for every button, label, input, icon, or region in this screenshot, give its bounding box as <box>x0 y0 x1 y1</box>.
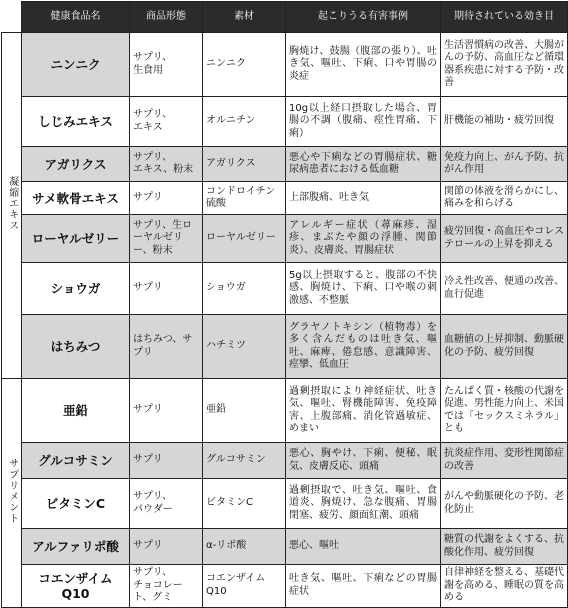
table-row <box>2 182 568 215</box>
expected-effect: たんぱく質・核酸の代謝を促進、男性能力向上、米国では「セックスミネラル」とも <box>441 379 568 443</box>
table-row <box>2 33 568 97</box>
adverse-events: 胸焼け、鼓腸（腹部の張り）、吐き気、嘔吐、下痢、口や胃腸の炎症 <box>286 33 441 97</box>
table-row <box>2 529 568 565</box>
header-effect: 期待されている効き目 <box>441 2 568 33</box>
expected-effect: 肝機能の補助・疲労回復 <box>441 97 568 147</box>
category-supplement <box>2 379 22 608</box>
material: オルニチン <box>203 97 286 147</box>
expected-effect: がんや動脈硬化の予防、老化防止 <box>441 479 568 529</box>
material: コエンザイムQ10 <box>203 565 286 608</box>
food-name: グルコサミン <box>22 443 130 479</box>
expected-effect: 血糖値の上昇抑制、動脈硬化の予防、疲労回復 <box>441 315 568 379</box>
adverse-events: 過剰摂取で、吐き気、嘔吐、食道炎、胸焼け、急な腹痛、胃腸閉塞、疲労、顔面紅潮、頭痛 <box>286 479 441 529</box>
expected-effect: 抗炎症作用、変形性関節症の改善 <box>441 443 568 479</box>
material: α-リポ酸 <box>203 529 286 565</box>
food-name: ショウガ <box>22 263 130 315</box>
food-name: はちみつ <box>22 315 130 379</box>
adverse-events: グラヤノトキシン（植物毒）を多く含んだものは吐き気、嘔吐、麻痺、倦怠感、意識障害、痙攣、低血圧 <box>286 315 441 379</box>
adverse-events: 上部腹痛、吐き気 <box>286 182 441 215</box>
product-form: サプリ <box>130 379 203 443</box>
table-row <box>2 97 568 147</box>
product-form: はちみつ、サプリ <box>130 315 203 379</box>
adverse-events: アレルギー症状（蕁麻疹、湿疹、まぶたや顔の浮腫、関節炎）、皮膚炎、胃腸症状 <box>286 215 441 263</box>
material: コンドロイチン硫酸 <box>203 182 286 215</box>
adverse-events: 悪心、嘔吐 <box>286 529 441 565</box>
adverse-events: 10g以上経口摂取した場合、胃腸の不調（腹痛、痙性胃痛、下痢） <box>286 97 441 147</box>
food-name: 亜鉛 <box>22 379 130 443</box>
product-form: サプリ、 生食用 <box>130 33 203 97</box>
material: ビタミンC <box>203 479 286 529</box>
table-row <box>2 565 568 608</box>
expected-effect: 自律神経を整える、基礎代謝を高める、睡眠の質を高める <box>441 565 568 608</box>
product-form: サプリ、 エキス <box>130 97 203 147</box>
food-name: ニンニク <box>22 33 130 97</box>
category-label: サプリメント <box>6 457 18 524</box>
health-food-table <box>1 1 568 608</box>
header-blank <box>2 2 22 33</box>
expected-effect: 疲労回復・高血圧やコレステロールの上昇を抑える <box>441 215 568 263</box>
category-condensed <box>2 33 22 379</box>
food-name: ビタミンC <box>22 479 130 529</box>
food-name: しじみエキス <box>22 97 130 147</box>
table-row <box>2 379 568 443</box>
header-material: 素材 <box>203 2 286 33</box>
table-row <box>2 263 568 315</box>
expected-effect: 関節の体液を滑らかにし、痛みを和らげる <box>441 182 568 215</box>
adverse-events: 吐き気、嘔吐、下痢などの胃腸症状 <box>286 565 441 608</box>
product-form: サプリ <box>130 529 203 565</box>
material: 亜鉛 <box>203 379 286 443</box>
food-name: ローヤルゼリー <box>22 215 130 263</box>
adverse-events: 悪心、胸やけ、下痢、便秘、眠気、皮膚反応、頭痛 <box>286 443 441 479</box>
table-row <box>2 479 568 529</box>
product-form: サプリ <box>130 443 203 479</box>
expected-effect: 糖質の代謝をよくする、抗酸化作用、疲労回復 <box>441 529 568 565</box>
product-form: サプリ <box>130 263 203 315</box>
adverse-events: 悪心や下痢などの胃腸症状、糖尿病患者における低血糖 <box>286 147 441 182</box>
table-row <box>2 315 568 379</box>
product-form: サプリ <box>130 182 203 215</box>
food-name: アガリクス <box>22 147 130 182</box>
product-form: サプリ、 パウダー <box>130 479 203 529</box>
product-form: サプリ、 エキス、粉末 <box>130 147 203 182</box>
product-form: サプリ、生ローヤルゼリー、粉末 <box>130 215 203 263</box>
header-name: 健康食品名 <box>22 2 130 33</box>
table-row <box>2 215 568 263</box>
material: アガリクス <box>203 147 286 182</box>
material: ショウガ <box>203 263 286 315</box>
expected-effect: 冷え性改善、便通の改善、血行促進 <box>441 263 568 315</box>
header-row <box>2 2 568 33</box>
material: ローヤルゼリー <box>203 215 286 263</box>
food-name: アルファリポ酸 <box>22 529 130 565</box>
adverse-events: 5g以上摂取すると、腹部の不快感、胸焼け、下痢、口や喉の刺激感、不整脈 <box>286 263 441 315</box>
material: ハチミツ <box>203 315 286 379</box>
food-name: コエンザイムQ10 <box>22 565 130 608</box>
material: グルコサミン <box>203 443 286 479</box>
expected-effect: 生活習慣病の改善、大腸がんの予防、高血圧など循環器系疾患に対する予防・改善 <box>441 33 568 97</box>
header-form: 商品形態 <box>130 2 203 33</box>
category-label: 凝縮エキス <box>6 175 18 231</box>
expected-effect: 免疫力向上、がん予防、抗がん作用 <box>441 147 568 182</box>
material: ニンニク <box>203 33 286 97</box>
header-harm: 起こりうる有害事例 <box>286 2 441 33</box>
product-form: サプリ、 チョコレート、グミ <box>130 565 203 608</box>
food-name: サメ軟骨エキス <box>22 182 130 215</box>
table-row <box>2 443 568 479</box>
adverse-events: 過剰摂取により神経症状、吐き気、嘔吐、腎機能障害、免疫障害、上腹部痛、消化管過敏症、めまい <box>286 379 441 443</box>
table-row <box>2 147 568 182</box>
